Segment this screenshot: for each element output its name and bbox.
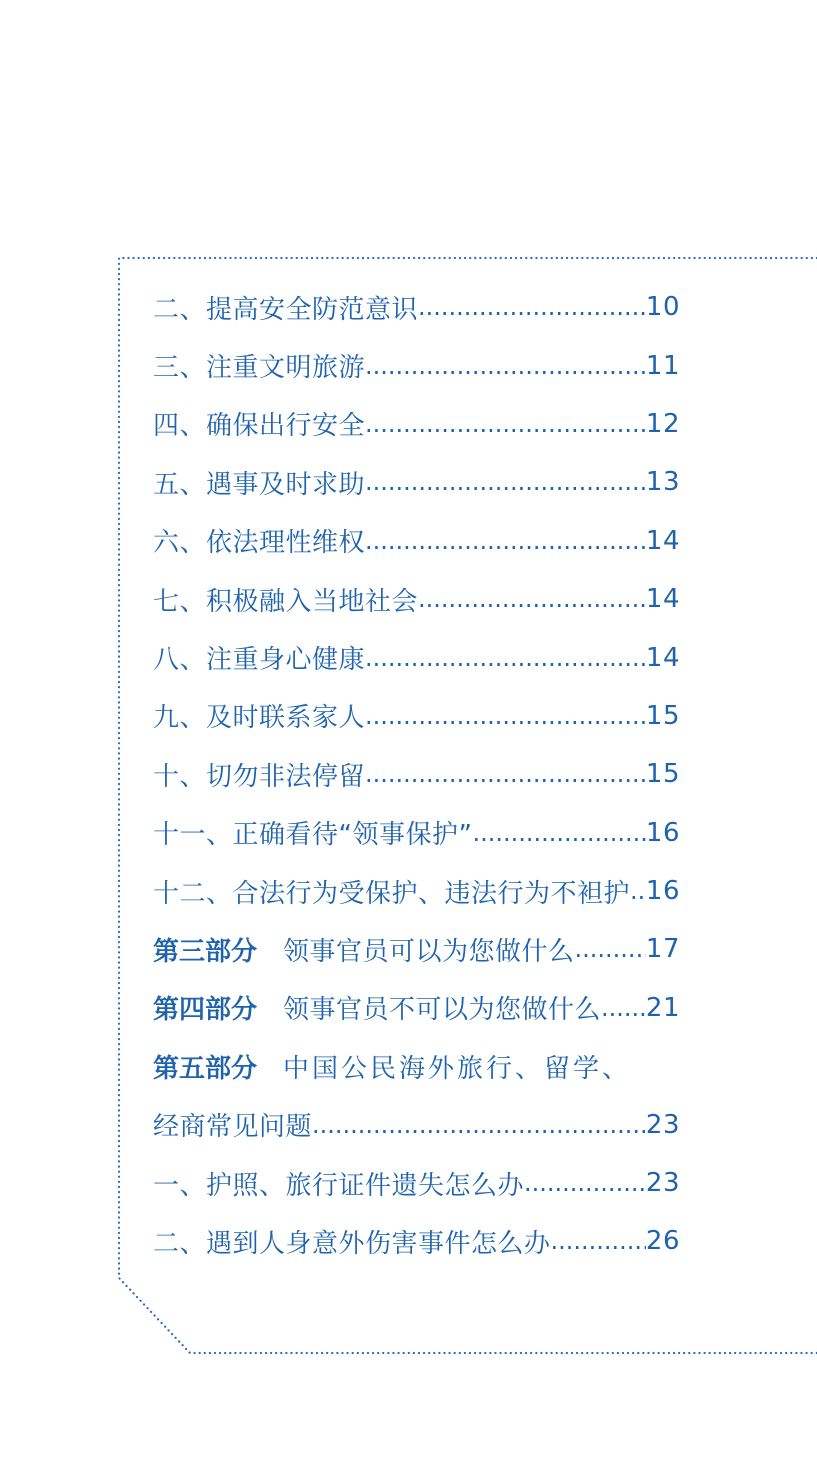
- toc-entry-8[interactable]: [153, 745, 680, 803]
- toc-entry-12[interactable]: [153, 979, 680, 1037]
- toc-page-number: 11: [645, 350, 680, 381]
- toc-entry-4[interactable]: [153, 512, 680, 570]
- toc-page-number: 15: [645, 700, 680, 731]
- toc-entry-16[interactable]: [153, 1212, 680, 1270]
- toc-dot-leader: [418, 585, 646, 613]
- toc-entry-0[interactable]: [153, 278, 680, 336]
- toc-entry-title: 十一、正确看待“领事保护”: [153, 820, 473, 851]
- toc-page-number: 14: [645, 642, 680, 673]
- toc-dot-leader: [472, 819, 645, 847]
- toc-page-number: 23: [645, 1168, 680, 1199]
- toc-entry-13[interactable]: [153, 1037, 680, 1095]
- toc-page-number: 12: [645, 408, 680, 439]
- toc-dot-leader: [601, 994, 646, 1022]
- toc-entry-title: 十、切勿非法停留: [153, 761, 366, 792]
- toc-entry-title: 五、遇事及时求助: [153, 469, 366, 500]
- toc-dot-leader: [365, 468, 646, 496]
- toc-dot-leader: [365, 760, 646, 788]
- toc-dot-leader: [524, 1169, 646, 1197]
- toc-entry-6[interactable]: [153, 628, 680, 686]
- toc-dot-leader: [418, 293, 646, 321]
- toc-page-number: 21: [645, 992, 680, 1023]
- toc-dot-leader: [365, 702, 646, 730]
- toc-page-number: 13: [645, 467, 680, 498]
- toc-entry-title: 经商常见问题: [153, 1112, 313, 1143]
- toc-entry-title: 二、提高安全防范意识: [153, 294, 419, 325]
- toc-entry-title: 七、积极融入当地社会: [153, 586, 419, 617]
- toc-entry-title: 四、确保出行安全: [153, 411, 366, 442]
- toc-page-number: 14: [645, 584, 680, 615]
- toc-page-number: 26: [645, 1226, 680, 1257]
- toc-page-number: 15: [645, 759, 680, 790]
- toc-entry-10[interactable]: [153, 862, 680, 920]
- toc-entry-9[interactable]: [153, 804, 680, 862]
- toc-entry-2[interactable]: [153, 395, 680, 453]
- toc-entry-title: 二、遇到人身意外伤害事件怎么办: [153, 1228, 551, 1259]
- toc-entry-title: 十二、合法行为受保护、违法行为不袒护: [153, 878, 631, 909]
- toc-dot-leader: [551, 1227, 646, 1255]
- toc-page-number: 14: [645, 525, 680, 556]
- toc-entry-title: 六、依法理性维权: [153, 528, 366, 559]
- toc-part-label: 第三部分: [153, 936, 258, 967]
- toc-part-label: 第五部分: [153, 1053, 258, 1084]
- toc-page-number: 16: [645, 876, 680, 907]
- toc-dot-leader: [365, 527, 646, 555]
- toc-entry-title: 中国公民海外旅行、留学、: [283, 1053, 632, 1084]
- toc-page-number: 23: [645, 1109, 680, 1140]
- toc-entry-7[interactable]: [153, 687, 680, 745]
- toc-entry-title: 九、及时联系家人: [153, 703, 366, 734]
- toc-dot-leader: [365, 644, 646, 672]
- toc-entry-14[interactable]: [153, 1095, 680, 1153]
- toc-entry-3[interactable]: [153, 453, 680, 511]
- toc-dot-leader: [365, 410, 646, 438]
- toc-dot-leader: [630, 877, 646, 905]
- toc-dot-leader: [312, 1111, 646, 1139]
- toc-entry-title: 三、注重文明旅游: [153, 353, 366, 384]
- toc-entry-title: 领事官员不可以为您做什么: [283, 995, 602, 1026]
- toc-entry-1[interactable]: [153, 336, 680, 394]
- toc-entry-title: 一、护照、旅行证件遗失怎么办: [153, 1170, 525, 1201]
- toc-page-number: 16: [645, 817, 680, 848]
- toc-entry-15[interactable]: [153, 1154, 680, 1212]
- toc-entry-title: 八、注重身心健康: [153, 645, 366, 676]
- toc-page-number: 17: [645, 934, 680, 965]
- toc-entry-title: 领事官员可以为您做什么: [283, 936, 575, 967]
- toc-page-number: 10: [645, 292, 680, 323]
- toc-entry-5[interactable]: [153, 570, 680, 628]
- toc-entry-11[interactable]: [153, 920, 680, 978]
- table-of-contents: [153, 278, 680, 1271]
- toc-part-label: 第四部分: [153, 995, 258, 1026]
- toc-dot-leader: [575, 935, 646, 963]
- toc-dot-leader: [365, 352, 646, 380]
